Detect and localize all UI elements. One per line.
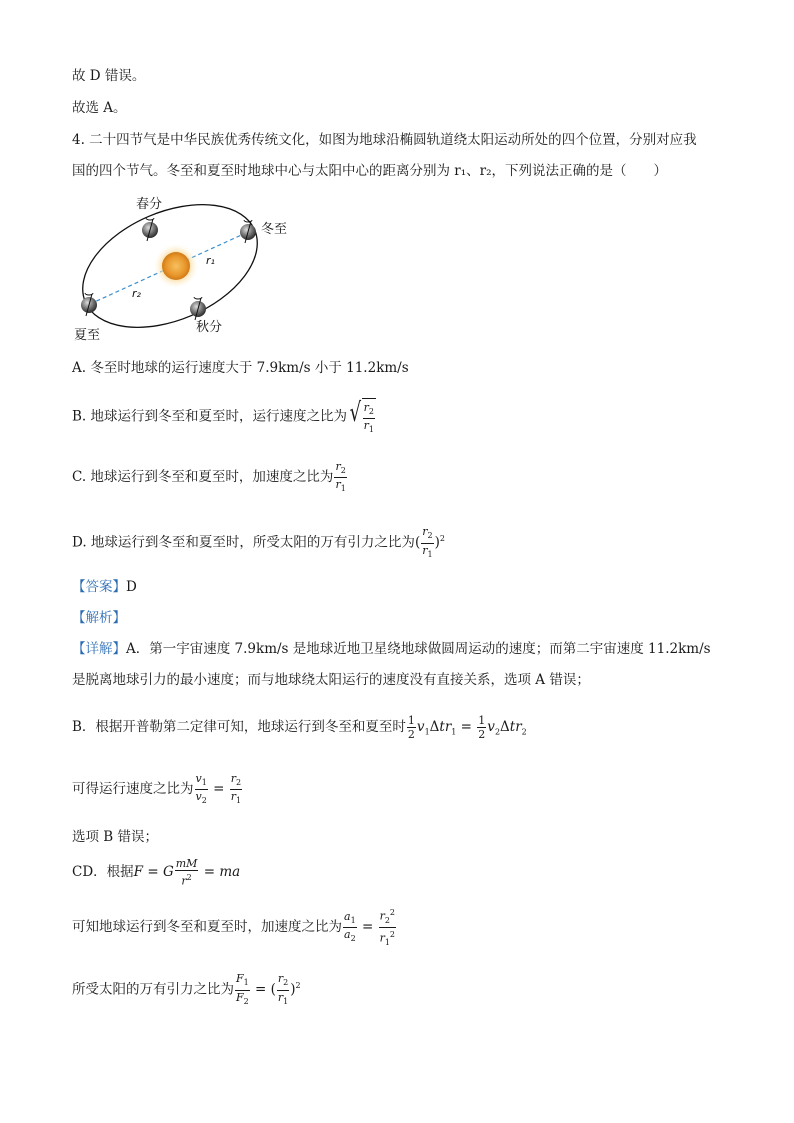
- label-r2: r₂: [132, 287, 141, 300]
- label-summer: 夏至: [74, 328, 101, 343]
- detail-d-text: 所受太阳的万有引力之比为: [72, 981, 234, 998]
- label-winter: 冬至: [261, 222, 288, 237]
- option-b-text: B. 地球运行到冬至和夏至时，运行速度之比为: [72, 408, 348, 425]
- option-b: [72, 398, 376, 436]
- option-a: A. 冬至时地球的运行速度大于 7.9km/s 小于 11.2km/s: [72, 360, 409, 376]
- label-r1: r₁: [206, 254, 215, 267]
- detail-label: 【详解】: [72, 641, 126, 657]
- detail-c-line: 可知地球运行到冬至和夏至时，加速度之比为 $\frac{a_1}{a_2}$ = $\frac{r_2^2}{r_1^2}$: [72, 908, 396, 947]
- answer-value: D: [126, 579, 137, 595]
- analysis-label: 【解析】: [72, 610, 126, 626]
- earth-winter-icon: [240, 220, 256, 243]
- detail-d-line: 所受太阳的万有引力之比为 $\frac{F_1}{F_2}$ = ( $\frac{r_2}{r_1}$ )$^2$: [72, 972, 301, 1006]
- detail-c-text: 可知地球运行到冬至和夏至时，加速度之比为: [72, 918, 342, 935]
- question-text: 4. 二十四节气是中华民族优秀传统文化，如图为地球沿椭圆轨道绕太阳运动所处的四个位置，分别对应我: [72, 132, 697, 148]
- answer-line: [72, 577, 137, 597]
- detail-a-line2: 是脱离地球引力的最小速度；而与地球绕太阳运行的速度没有直接关系，选项 A 错误；: [72, 672, 590, 688]
- detail-cd-text: CD．根据: [72, 864, 134, 880]
- fraction-formula: $\frac{r_2}{r_1}$: [335, 459, 346, 494]
- question-text: 国的四个节气。冬至和夏至时地球中心与太阳中心的距离分别为 r₁、r₂，下列说法正确的是（ ）: [72, 163, 668, 179]
- text-line: 故选 A。: [72, 100, 127, 116]
- detail-cd-line: CD．根据F = G $\frac{mM}{r^2}$ = ma: [72, 857, 241, 888]
- answer-label: 【答案】: [72, 579, 126, 595]
- detail-b-text: B．根据开普勒第二定律可知，地球运行到冬至和夏至时: [72, 719, 406, 735]
- option-d-text: D. 地球运行到冬至和夏至时，所受太阳的万有引力之比为: [72, 534, 415, 551]
- orbit-diagram: [72, 192, 302, 344]
- detail-b-line2: 可得运行速度之比为 $\frac{v_1}{v_2}$ = $\frac{r_2}{r_1}$: [72, 771, 242, 806]
- sqrt-formula: √ $\frac{r_2}{r_1}$: [349, 398, 374, 435]
- earth-spring-icon: [142, 218, 158, 241]
- option-d: D. 地球运行到冬至和夏至时，所受太阳的万有引力之比为( $\frac{r_2}{r_1}$ )$^2$: [72, 525, 445, 559]
- detail-a-text: A．第一宇宙速度 7.9km/s 是地球近地卫星绕地球做圆周运动的速度；而第二宇宙速度 11.2km/s: [126, 641, 711, 657]
- detail-b-line1: B．根据开普勒第二定律可知，地球运行到冬至和夏至时 $\frac{1}{2}$ $v_1\Delta tr_1$ = $\frac{1}{2}$ $v_2\Delta tr_2$: [72, 714, 527, 741]
- fraction-formula: $\frac{r_2}{r_1}$: [422, 525, 433, 559]
- option-c-text: C. 地球运行到冬至和夏至时，加速度之比为: [72, 469, 334, 485]
- earth-autumn-icon: [190, 297, 206, 320]
- detail-b2-text: 可得运行速度之比为: [72, 781, 194, 797]
- label-autumn: 秋分: [196, 320, 223, 335]
- sun-icon: [162, 252, 190, 280]
- label-spring: 春分: [136, 197, 163, 212]
- detail-b-line3: 选项 B 错误；: [72, 829, 159, 845]
- text-line: 故 D 错误。: [72, 68, 146, 84]
- option-c: [72, 458, 348, 496]
- detail-a-line1: [72, 639, 711, 659]
